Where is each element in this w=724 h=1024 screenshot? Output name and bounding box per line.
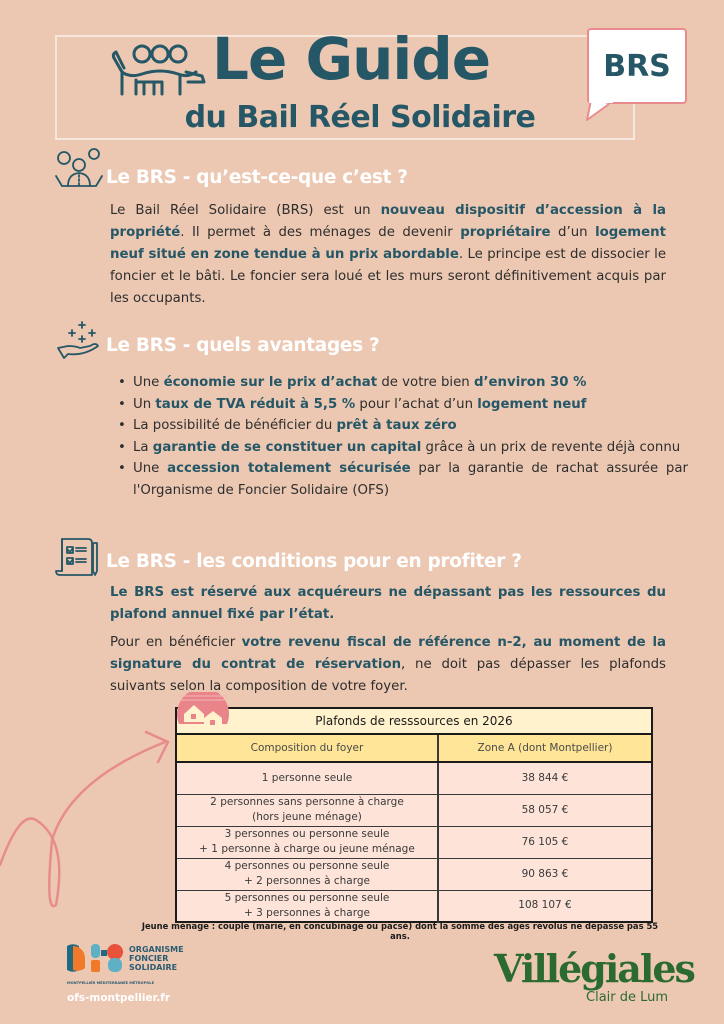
ceiling-value: 108 107 € bbox=[438, 890, 652, 922]
list-item: • Une économie sur le prix d’achat de votre bien d’environ 30 % bbox=[118, 372, 688, 394]
list-item: • Un taux de TVA réduit à 5,5 % pour l’achat d’un logement neuf bbox=[118, 394, 688, 416]
household-cell: 4 personnes ou personne seule + 2 personnes à charge bbox=[176, 858, 438, 890]
ofs-logo bbox=[63, 940, 203, 990]
ofs-logo-line2: FONCIER bbox=[129, 954, 169, 963]
household-cell: 1 personne seule bbox=[176, 762, 438, 794]
column-header: Composition du foyer bbox=[176, 734, 438, 762]
section-heading-advantages: Le BRS - quels avantages ? bbox=[106, 335, 380, 356]
ofs-logo-sub: MONTPELLIER MÉDITERRANÉE MÉTROPOLE bbox=[67, 981, 155, 985]
partner-name: Villégiales bbox=[494, 946, 694, 991]
list-item: • La possibilité de bénéficier du prêt à taux zéro bbox=[118, 415, 688, 437]
question-person-icon bbox=[54, 148, 104, 192]
table-row bbox=[176, 794, 652, 826]
section-what-paragraph: Le Bail Réel Solidaire (BRS) est un nouveau dispositif d’accession à la propriété. Il permet à des ménages de devenir propriétaire d’un logement neuf situé en zone tendue à un prix abordable. Le principe est de dissocier le foncier et le bâti. Le foncier sera loué et les murs seront définitivement acquis par les occupants. bbox=[110, 203, 667, 306]
partner-subtitle: Clair de Lum bbox=[586, 990, 669, 1005]
curved-arrow-icon bbox=[0, 700, 190, 920]
table-row bbox=[176, 858, 652, 890]
household-cell: 5 personnes ou personne seule + 3 personnes à charge bbox=[176, 890, 438, 922]
table-row bbox=[176, 762, 652, 794]
income-ceiling-table bbox=[175, 707, 653, 923]
ceiling-value: 76 105 € bbox=[438, 826, 652, 858]
list-item: • La garantie de se constituer un capital grâce à un prix de revente déjà connu bbox=[118, 437, 688, 459]
ofs-logo-line1: ORGANISME bbox=[129, 945, 184, 954]
advantages-list bbox=[118, 372, 688, 501]
brs-speech-badge: BRS bbox=[587, 28, 687, 104]
table-row bbox=[176, 890, 652, 922]
hand-sparkle-icon bbox=[54, 318, 104, 362]
section-heading-conditions: Le BRS - les conditions pour en profiter ? bbox=[106, 551, 522, 572]
column-header: Zone A (dont Montpellier) bbox=[438, 734, 652, 762]
conditions-lead: Le BRS est réservé aux acquéreurs ne dépassant pas les ressources du plafond annuel fixé par l’état. bbox=[110, 585, 666, 622]
page-subtitle: du Bail Réel Solidaire bbox=[184, 100, 536, 135]
conditions-paragraph: Pour en bénéficier votre revenu fiscal de référence n-2, au moment de la signature du contrat de réservation, ne doit pas dépasser les plafonds suivants selon la composition de votre foyer. bbox=[110, 635, 666, 694]
household-cell: 2 personnes sans personne à charge (hors jeune ménage) bbox=[176, 794, 438, 826]
page-title: Le Guide bbox=[212, 25, 491, 93]
footnote-young-household: Jeune ménage : couple (marié, en concubinage ou pacsé) dont la somme des âges révolus ne dépasse pas 55 ans. bbox=[141, 921, 659, 941]
ceiling-value: 58 057 € bbox=[438, 794, 652, 826]
table-caption: Plafonds de resssources en 2026 bbox=[176, 708, 652, 734]
speech-tail-icon bbox=[585, 100, 615, 122]
checklist-scroll-icon bbox=[54, 535, 104, 579]
ceiling-value: 90 863 € bbox=[438, 858, 652, 890]
household-cell: 3 personnes ou personne seule + 1 personne à charge ou jeune ménage bbox=[176, 826, 438, 858]
section-heading-what: Le BRS - qu’est-ce-que c’est ? bbox=[106, 167, 408, 188]
list-item: • Une accession totalement sécurisée par la garantie de rachat assurée par l'Organisme de Foncier Solidaire (OFS) bbox=[118, 458, 688, 501]
ofs-logo-line3: SOLIDAIRE bbox=[129, 963, 178, 972]
ofs-website-link[interactable]: ofs-montpellier.fr bbox=[67, 992, 171, 1004]
ceiling-value: 38 844 € bbox=[438, 762, 652, 794]
group-people-icon bbox=[108, 42, 208, 98]
houses-icon bbox=[174, 692, 232, 734]
villegiales-logo bbox=[494, 946, 694, 1010]
table-row bbox=[176, 826, 652, 858]
